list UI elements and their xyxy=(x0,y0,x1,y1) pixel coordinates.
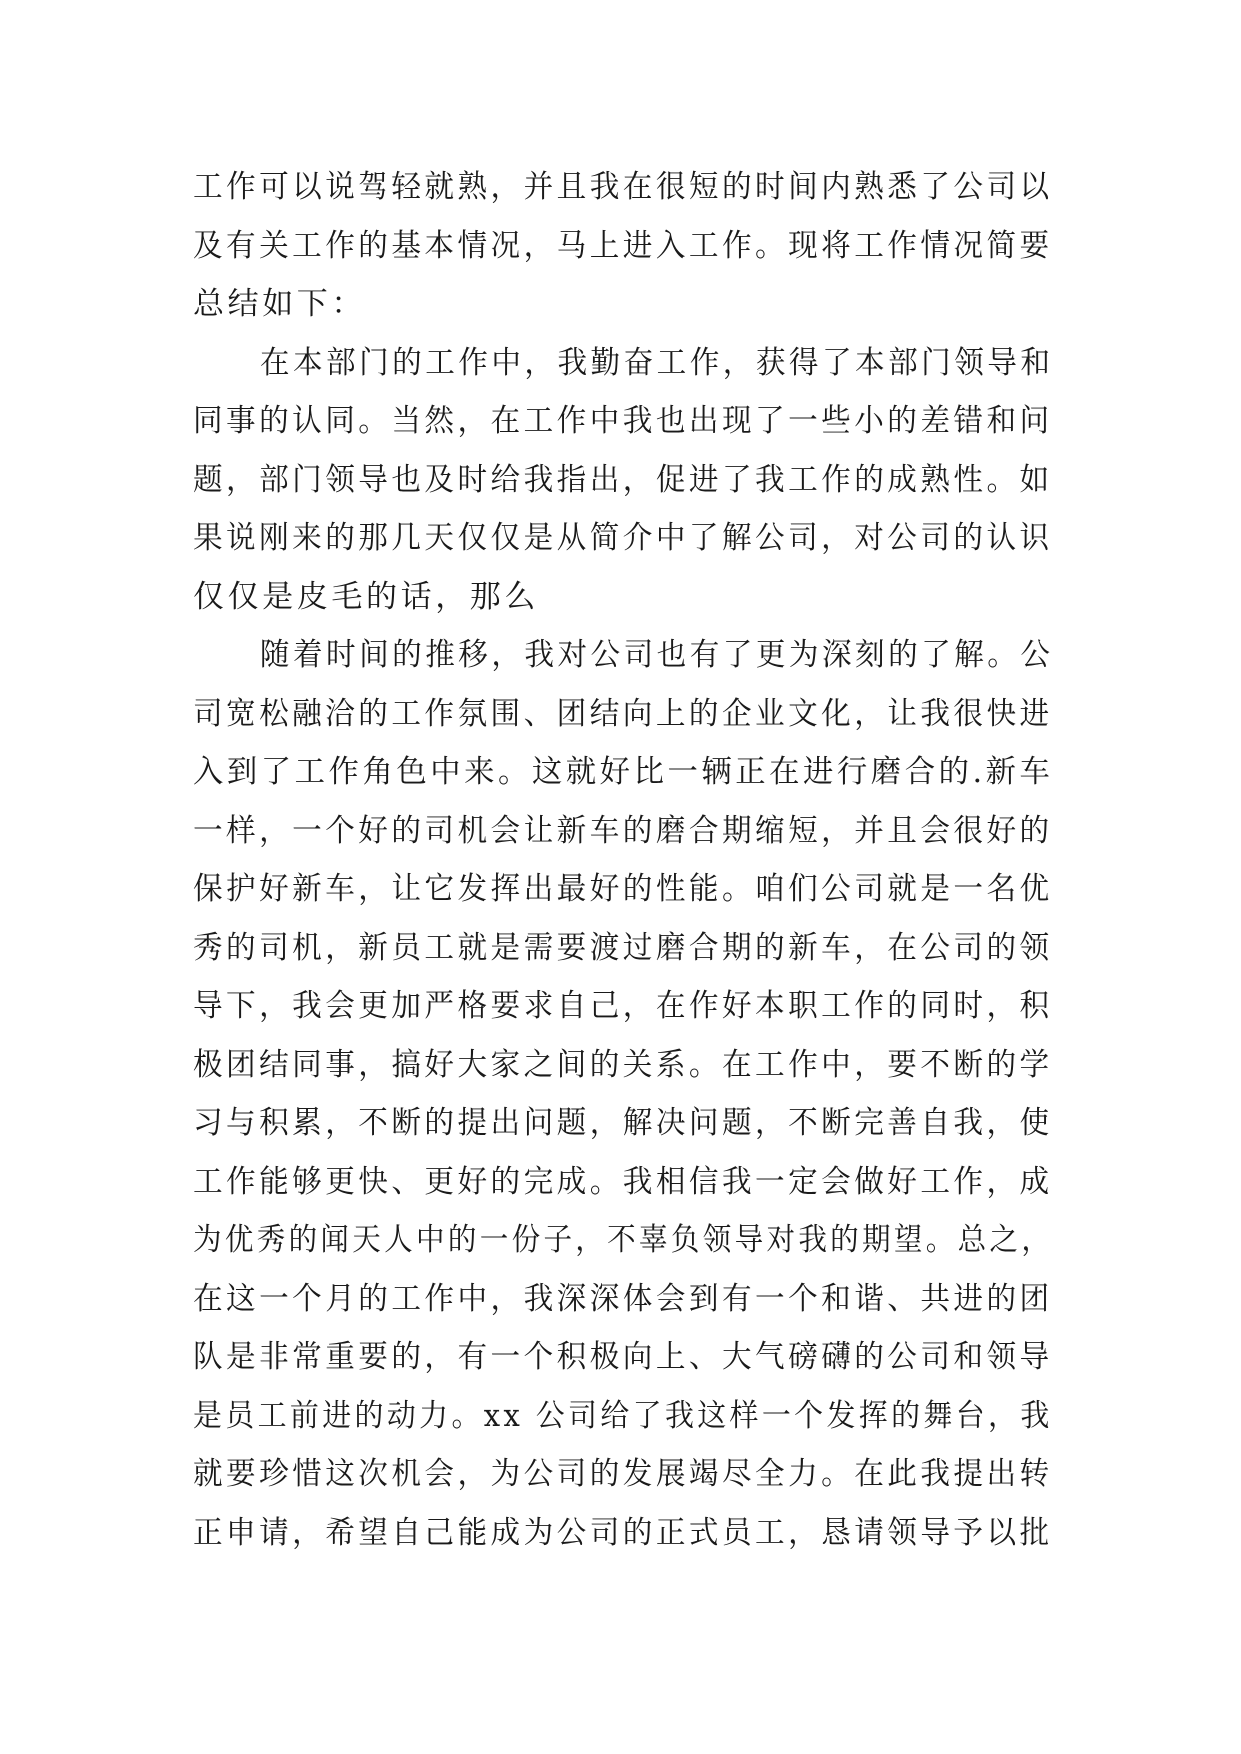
text-line: 在这一个月的工作中，我深深体会到有一个和谐、共进的团 xyxy=(193,1280,1053,1317)
text-line: 司宽松融洽的工作氛围、团结向上的企业文化，让我很快进 xyxy=(193,695,1053,732)
text-line: 导下，我会更加严格要求自己，在作好本职工作的同时，积 xyxy=(193,988,1053,1024)
text-line: 极团结同事，搞好大家之间的关系。在工作中，要不断的学 xyxy=(193,1046,1053,1083)
text-line: 是员工前进的动力。xx 公司给了我这样一个发挥的舞台，我 xyxy=(193,1397,1053,1434)
text-line: 秀的司机，新员工就是需要渡过磨合期的新车，在公司的领 xyxy=(193,929,1053,966)
text-line: 一样，一个好的司机会让新车的磨合期缩短，并且会很好的 xyxy=(193,812,1053,849)
text-line: 工作可以说驾轻就熟，并且我在很短的时间内熟悉了公司以 xyxy=(193,169,1053,205)
text-line: 保护好新车，让它发挥出最好的性能。咱们公司就是一名优 xyxy=(193,871,1053,907)
text-line: 及有关工作的基本情况，马上进入工作。现将工作情况简要 xyxy=(193,227,1053,264)
text-line: 总结如下： xyxy=(193,286,366,322)
paragraph-first-line: 随着时间的推移，我对公司也有了更为深刻的了解。公 xyxy=(259,637,1054,673)
text-line: 就要珍惜这次机会，为公司的发展竭尽全力。在此我提出转 xyxy=(193,1456,1053,1492)
text-line: 为优秀的闻天人中的一份子，不辜负领导对我的期望。总之， xyxy=(193,1222,1054,1258)
text-line: 同事的认同。当然，在工作中我也出现了一些小的差错和问 xyxy=(193,403,1053,439)
text-line: 仅仅是皮毛的话，那么 xyxy=(193,578,539,615)
text-line: 队是非常重要的，有一个积极向上、大气磅礴的公司和领导 xyxy=(193,1339,1053,1375)
text-line: 工作能够更快、更好的完成。我相信我一定会做好工作，成 xyxy=(193,1163,1053,1200)
document-body xyxy=(193,158,1053,1562)
text-line: 正申请，希望自己能成为公司的正式员工，恳请领导予以批 xyxy=(193,1514,1053,1551)
text-line: 入到了工作角色中来。这就好比一辆正在进行磨合的.新车 xyxy=(193,754,1054,790)
paragraph-first-line: 在本部门的工作中，我勤奋工作，获得了本部门领导和 xyxy=(259,344,1054,381)
text-line: 果说刚来的那几天仅仅是从简介中了解公司，对公司的认识 xyxy=(193,520,1053,556)
text-line: 习与积累，不断的提出问题，解决问题，不断完善自我，使 xyxy=(193,1105,1053,1141)
text-line: 题，部门领导也及时给我指出，促进了我工作的成熟性。如 xyxy=(193,461,1053,498)
